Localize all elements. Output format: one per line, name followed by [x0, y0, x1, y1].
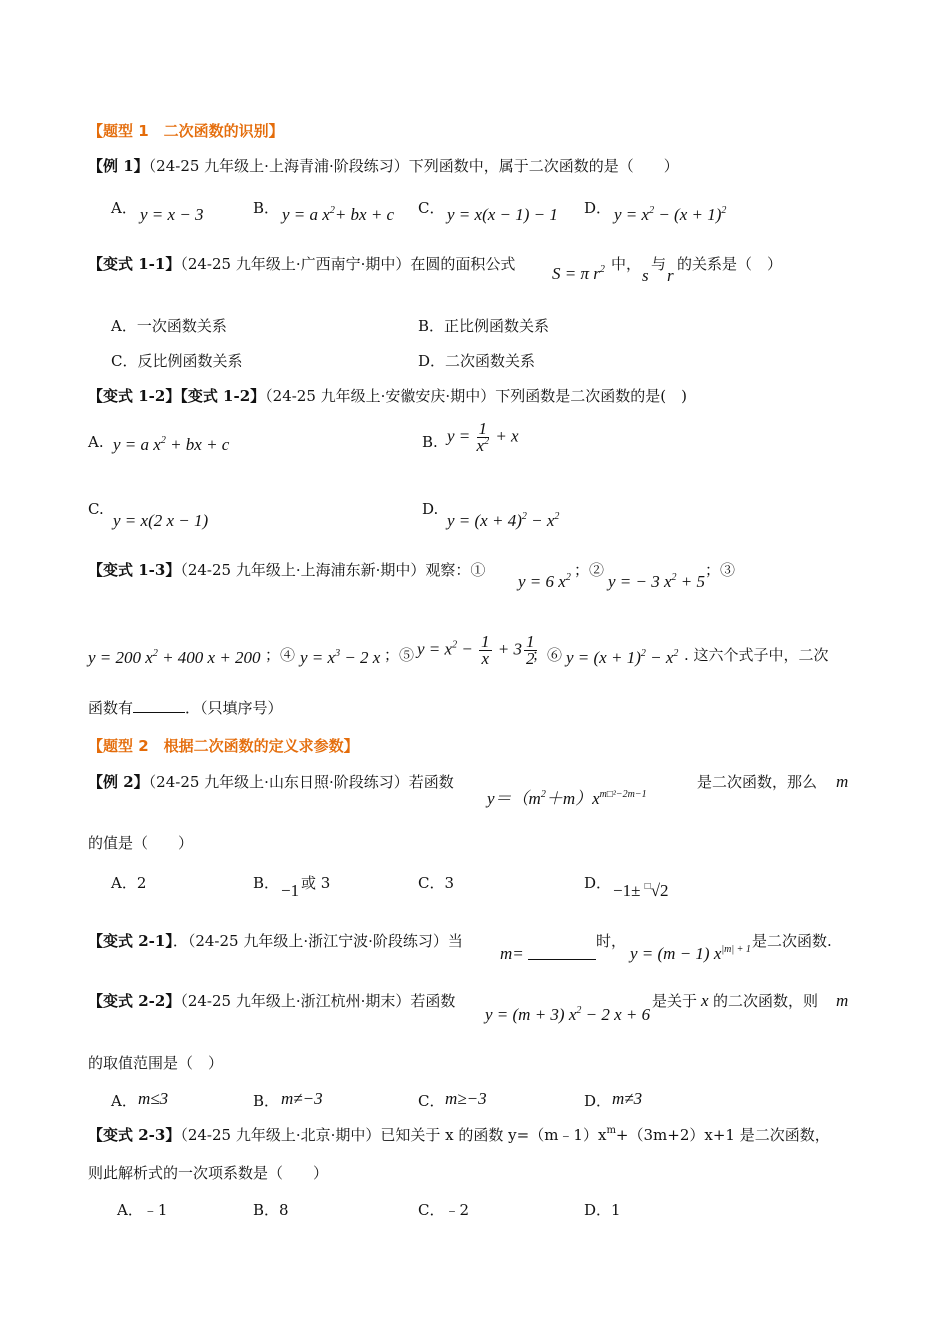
example-1-option-b-label: B． [253, 199, 280, 217]
variant-1-3-answer-line: 函数有 ．（只填序号） [88, 699, 283, 717]
variant-2-1-m: m= [500, 944, 524, 963]
variant-1-1-option-d: D．二次函数关系 [418, 352, 536, 370]
expr-2: y = − 3 $x^2 + 5$ [608, 572, 706, 591]
example-1-option-a-label: A． [111, 199, 137, 217]
example-1-text: 下列函数中，属于二次函数的是（ ） [408, 157, 679, 175]
example-2-source: （24-25 九年级上·山东日照·阶段练习） [148, 773, 409, 791]
variant-1-1-label: 【变式 1-1】 [88, 255, 181, 273]
example-1-label: 【例 1】 [88, 157, 149, 175]
example-1-option-a-formula: y = x − 3 [140, 205, 204, 224]
example-1-option-c-formula: y = x(x − 1) − 1 [447, 205, 558, 224]
variant-1-2-option-d-formula: $y = (x + 4)^2 - x^2$ [447, 511, 560, 530]
variable-s: s [642, 266, 649, 285]
example-1-option-d-formula: $y = x^2 - (x + 1)^2$ [614, 205, 727, 224]
variant-2-3-option-b: B．8 [253, 1201, 289, 1219]
example-1-source: （24-25 九年级上·上海青浦·阶段练习） [148, 157, 409, 175]
variant-1-3-source: （24-25 九年级上·上海浦东新·期中） [180, 561, 426, 579]
variant-1-3-label: 【变式 1-3】 [88, 561, 181, 579]
variant-2-3-option-c: C．﹣2 [418, 1201, 470, 1219]
example-1-question [88, 157, 679, 175]
variant-2-1-formula: y = (m − 1) $x^{|m| + 1}$ [630, 944, 751, 963]
circle-area-formula: S = π $r^2$ [552, 264, 605, 283]
expr-5: $y = x^2$ − $\frac{1}{x}$ + 3 $\frac{1}{2}$ [417, 632, 535, 668]
variant-1-3-question: 【变式 1-3】（24-25 九年级上·上海浦东新·期中）观察：① [88, 561, 486, 579]
example-2-option-d-formula: −1± □√2 [613, 881, 669, 900]
example-1-option-c-label: C． [418, 199, 445, 217]
variable-r: r [667, 266, 674, 285]
example-2-question: 【例 2】（24-25 九年级上·山东日照·阶段练习）若函数 [88, 773, 454, 791]
variant-2-3-question: 【变式 2-3】（24-25 九年级上·北京·期中）已知关于 x 的函数 $y=(m﹣1)x^m+(3m+2)x+1$ 是二次函数， [88, 1125, 830, 1144]
expr-1: y = 6 $x^2$ [518, 572, 571, 591]
variant-1-1-question: 【变式 1-1】（24-25 九年级上·广西南宁·期中）在圆的面积公式 [88, 255, 516, 273]
expr-6: $y = (x + 1)^2 - x^2$ [566, 648, 679, 667]
variant-1-2-option-c-formula: y = x(2 x − 1) [113, 511, 209, 530]
variant-2-2-formula: y = (m + 3) $x^2 - 2$ x + 6 [485, 1005, 651, 1024]
variant-2-2-question: 【变式 2-2】（24-25 九年级上·浙江杭州·期末）若函数 [88, 992, 456, 1010]
variant-2-1-label: 【变式 2-1】 [88, 932, 173, 950]
variant-1-1-option-a: A．一次函数关系 [111, 317, 227, 335]
example-2-formula: $y=(m^2+m)x^{m□^2-2m-1}$ [487, 789, 647, 808]
variant-1-1-option-b: B．正比例函数关系 [418, 317, 550, 335]
variant-1-2-question: 【变式 1-2】【变式 1-2】（24-25 九年级上·安徽安庆·期中）下列函数是二次函数的是( ) [88, 387, 687, 405]
variant-2-2-option-c: m≥−3 [445, 1089, 487, 1108]
variant-2-3-label: 【变式 2-3】 [88, 1126, 181, 1144]
section-title-2: 【题型 2 根据二次函数的定义求参数】 [88, 737, 359, 755]
example-1-option-d-label: D． [584, 199, 612, 217]
example-2-option-b-formula: −1 [281, 881, 300, 900]
variant-1-2-option-b-formula: y = $\frac{1}{x^2}$ + x [447, 419, 519, 455]
example-1-option-b-formula: y = a $x^2+$ bx + c [282, 205, 395, 224]
example-2-option-a: A．2 [111, 874, 147, 892]
variant-2-3-option-a: A．﹣1 [117, 1201, 168, 1219]
variant-1-1-source: （24-25 九年级上·广西南宁·期中） [180, 255, 411, 273]
section-title-1: 【题型 1 二次函数的识别】 [88, 122, 284, 140]
variant-1-2-label: 【变式 1-2】【变式 1-2】 [88, 387, 266, 405]
variant-2-1-blank[interactable] [528, 944, 596, 960]
answer-blank[interactable] [133, 712, 185, 713]
variant-2-2-source: （24-25 九年级上·浙江杭州·期末） [180, 992, 411, 1010]
variant-2-2-option-a: m≤3 [138, 1089, 169, 1108]
variant-2-3-option-d: D．1 [584, 1201, 621, 1219]
variant-2-1-source: ．（24-25 九年级上·浙江宁波·阶段练习） [172, 932, 448, 950]
example-2-option-c: C．3 [418, 874, 455, 892]
variant-2-2-option-d: m≠3 [612, 1089, 643, 1108]
expr-3: y = 200 $x^2 + 400$ x + 200 [88, 648, 261, 667]
expr-4: $y = x^3 - 2$ x [300, 648, 381, 667]
variant-2-2-option-b: m≠−3 [281, 1089, 323, 1108]
variant-1-1-option-c: C．反比例函数关系 [111, 352, 243, 370]
variant-2-1-question: 【变式 2-1】．（24-25 九年级上·浙江宁波·阶段练习）当 [88, 932, 463, 950]
variant-2-2-label: 【变式 2-2】 [88, 992, 181, 1010]
example-2-label: 【例 2】 [88, 773, 149, 791]
variant-2-3-source: （24-25 九年级上·北京·期中） [180, 1126, 381, 1144]
variant-1-2-source: （24-25 九年级上·安徽安庆·期中） [265, 387, 496, 405]
variant-1-2-option-a-formula: y = a $x^2$ + bx + c [113, 435, 230, 454]
